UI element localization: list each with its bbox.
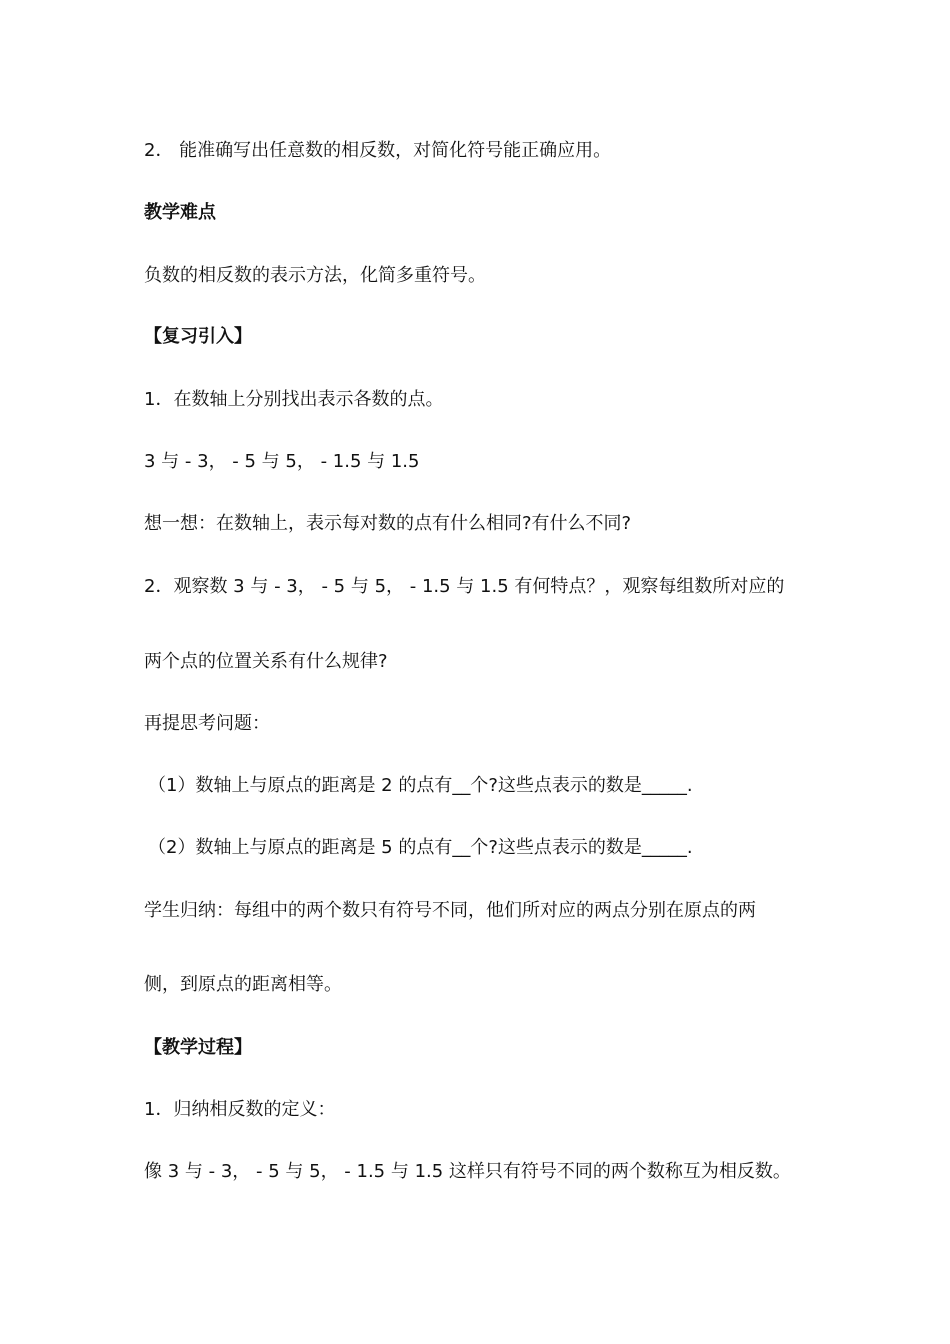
process-item-1: 1．归纳相反数的定义：	[144, 1099, 336, 1120]
section-heading-review: 【复习引入】	[144, 326, 252, 347]
objective-line-2: 2． 能准确写出任意数的相反数，对简化符号能正确应用。	[144, 140, 612, 161]
section-heading-difficulty: 教学难点	[144, 202, 216, 223]
question-1: （1）数轴上与原点的距离是 2 的点有__个?这些点表示的数是_____.	[148, 775, 693, 796]
review-item-2: 2．观察数 3 与 - 3， - 5 与 5， - 1.5 与 1.5 有何特点？，观察每组数所对应的	[144, 576, 785, 597]
section-heading-process: 【教学过程】	[144, 1037, 252, 1058]
definition-text: 像 3 与 - 3， - 5 与 5， - 1.5 与 1.5 这样只有符号不同的两个数称互为相反数。	[144, 1161, 791, 1182]
student-summary: 学生归纳：每组中的两个数只有符号不同，他们所对应的两点分别在原点的两	[144, 900, 756, 921]
review-item-2-continued: 两个点的位置关系有什么规律?	[144, 651, 388, 672]
review-item-1: 1．在数轴上分别找出表示各数的点。	[144, 389, 444, 410]
difficulty-text: 负数的相反数的表示方法，化简多重符号。	[144, 265, 486, 286]
follow-up-prompt: 再提思考问题：	[144, 713, 270, 734]
question-2: （2）数轴上与原点的距离是 5 的点有__个?这些点表示的数是_____.	[148, 837, 693, 858]
student-summary-continued: 侧，到原点的距离相等。	[144, 974, 342, 995]
number-pairs: 3 与 - 3， - 5 与 5， - 1.5 与 1.5	[144, 451, 420, 472]
think-question: 想一想：在数轴上，表示每对数的点有什么相同?有什么不同?	[144, 513, 632, 534]
